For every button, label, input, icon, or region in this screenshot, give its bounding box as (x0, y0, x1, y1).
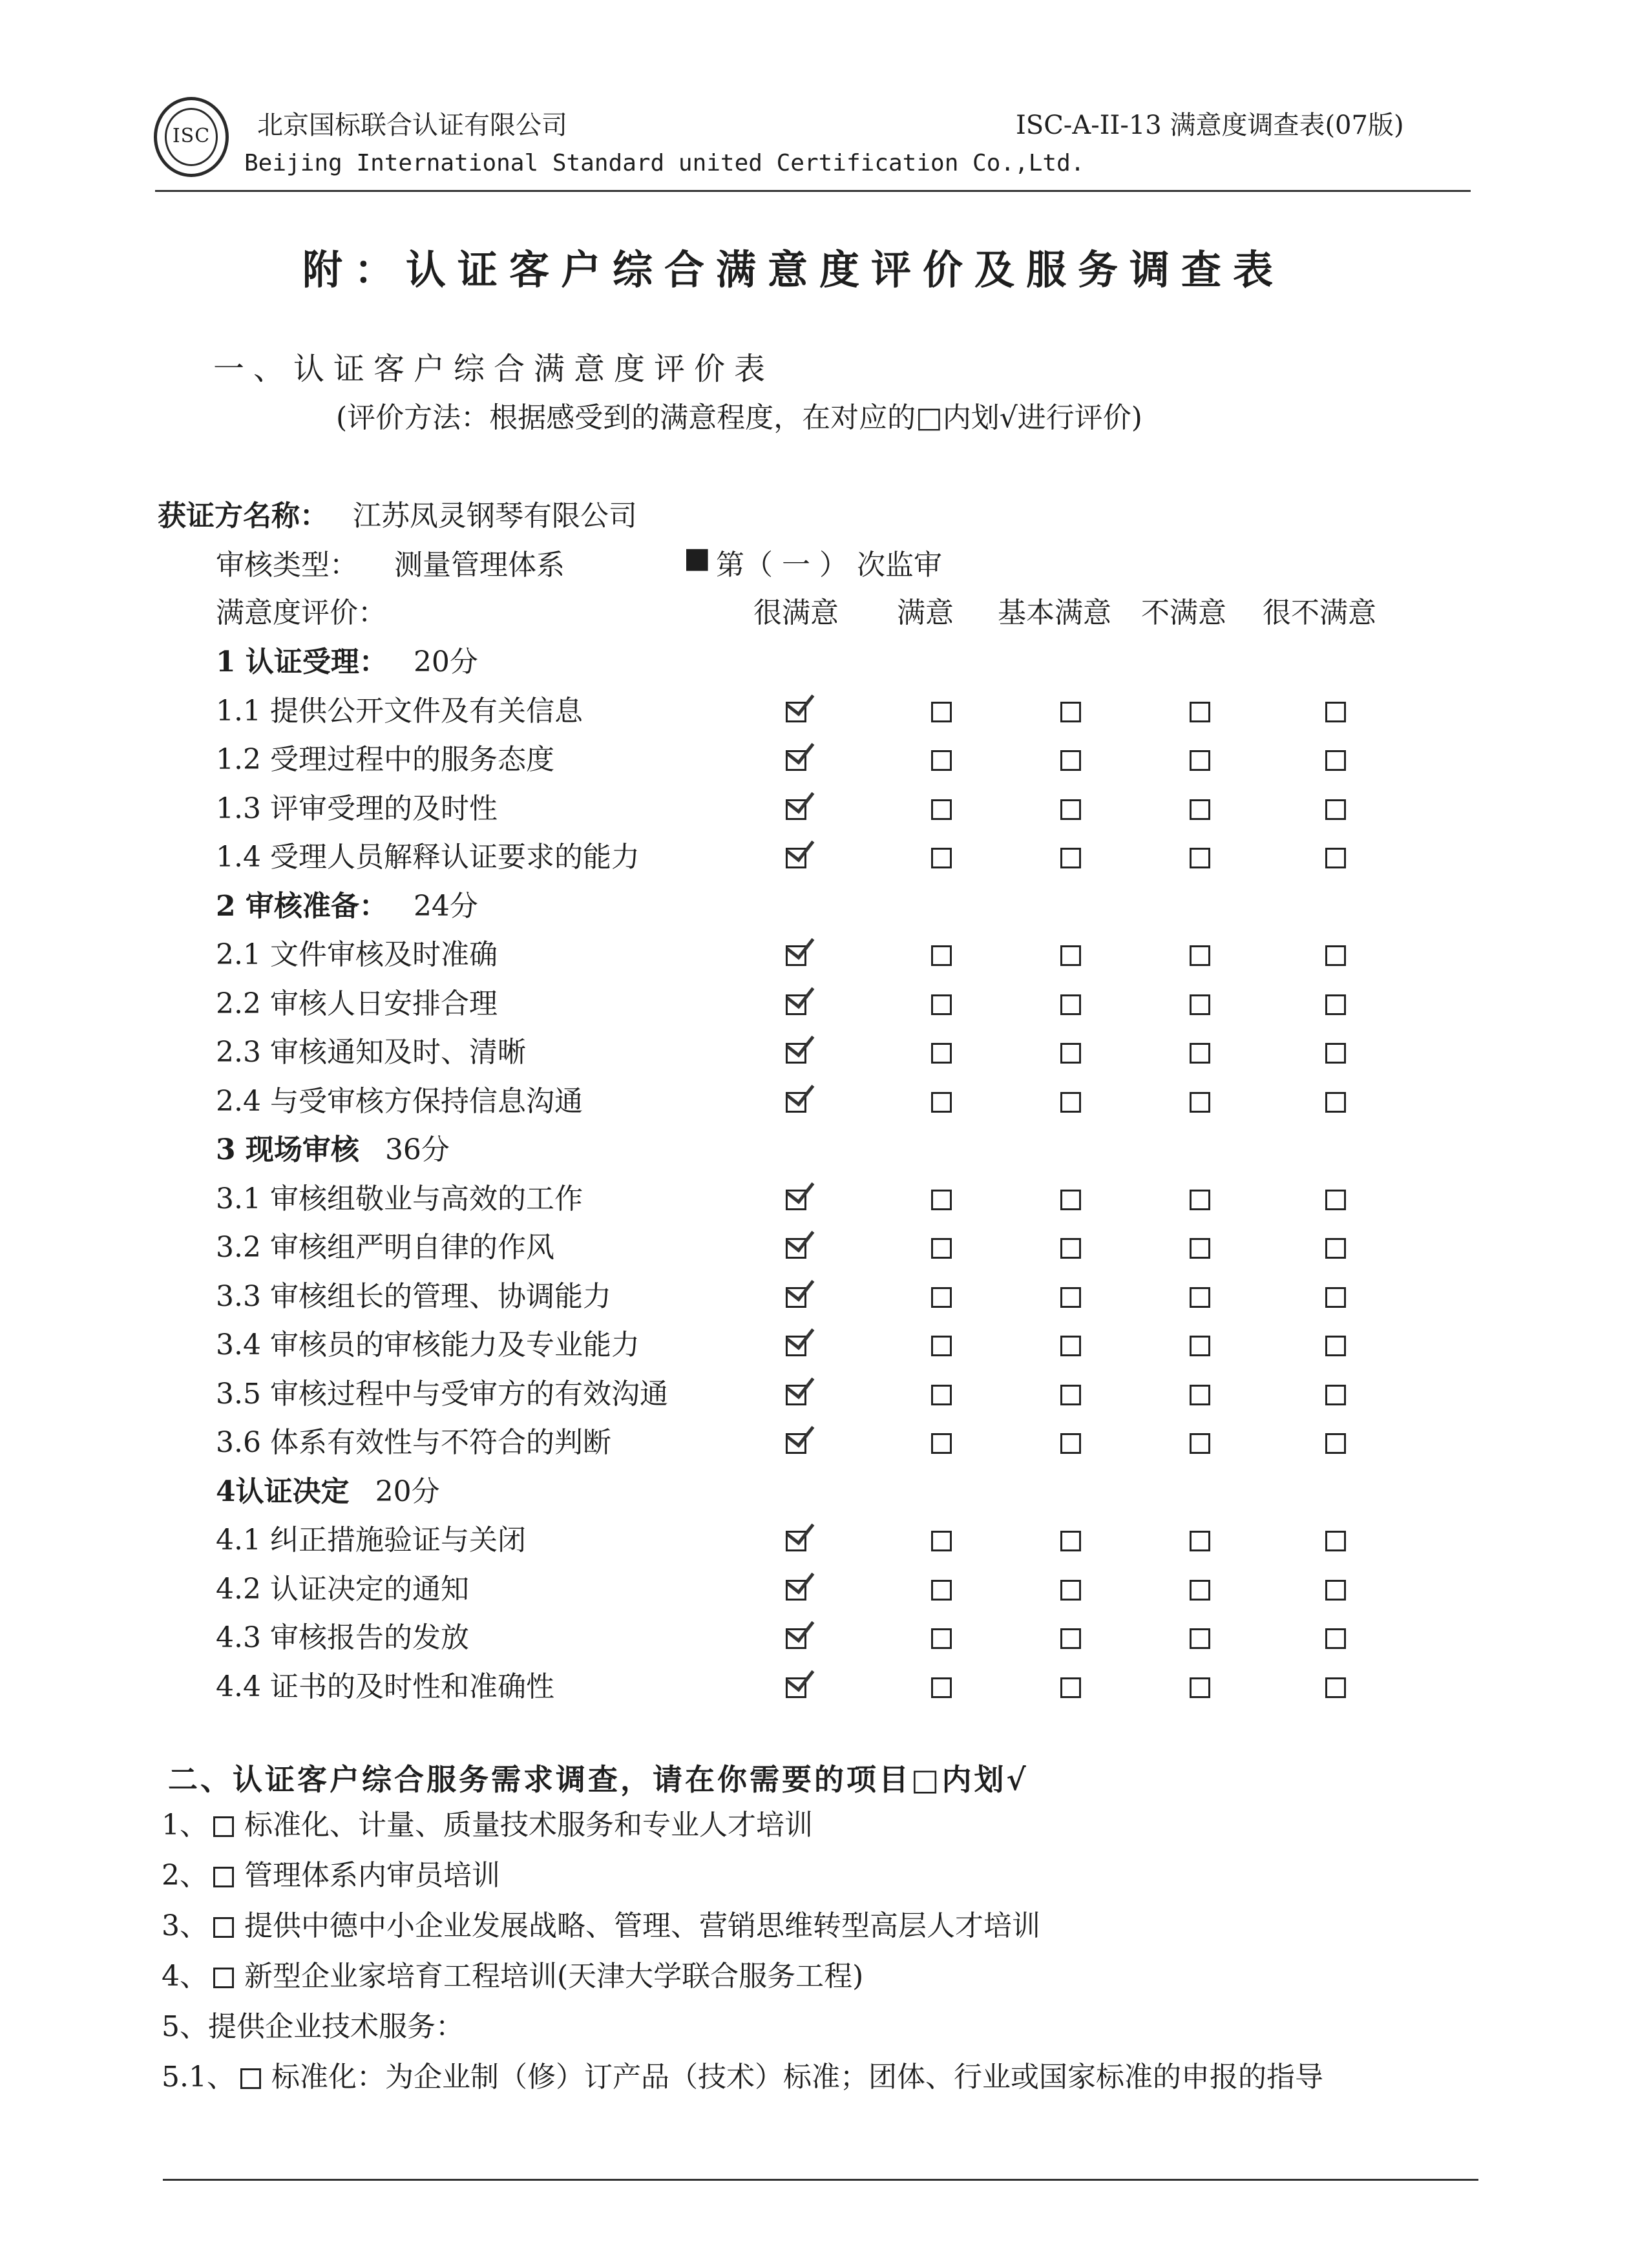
rating-checkbox[interactable] (1325, 799, 1346, 820)
rating-item-label: 1.4 受理人员解释认证要求的能力 (216, 841, 640, 874)
rating-checkbox[interactable] (1325, 1287, 1346, 1308)
rating-checkbox[interactable] (1060, 799, 1081, 820)
service-item-number: 5.1、 (162, 2061, 235, 2094)
category-title: 3 现场审核 (216, 1133, 359, 1166)
rating-checkbox[interactable] (1325, 848, 1346, 868)
category-heading (216, 883, 478, 924)
rating-checkbox[interactable] (1190, 1628, 1210, 1649)
isc-logo (154, 97, 229, 177)
rating-checkbox[interactable] (1060, 1092, 1081, 1113)
rating-checkbox[interactable] (1060, 1677, 1081, 1698)
rating-checkbox[interactable] (931, 1677, 952, 1698)
rating-checkbox[interactable] (1060, 848, 1081, 868)
rating-checkbox[interactable] (1190, 1190, 1210, 1210)
rating-checkbox[interactable] (1190, 1238, 1210, 1259)
rating-checkbox[interactable] (931, 1287, 952, 1308)
service-item-text: 提供企业技术服务： (208, 2010, 464, 2043)
rating-checkbox[interactable] (1190, 1385, 1210, 1405)
rating-item-label: 4.1 纠正措施验证与关闭 (216, 1524, 526, 1557)
rating-item-label: 2.3 审核通知及时、清晰 (216, 1036, 526, 1069)
rating-checkbox[interactable] (931, 1385, 952, 1405)
service-checkbox[interactable] (213, 1917, 234, 1938)
rating-checkbox[interactable] (1060, 1628, 1081, 1649)
logo-text: ISC (172, 125, 211, 147)
rating-checkbox[interactable] (1190, 750, 1210, 771)
service-item (162, 2003, 464, 2044)
rating-checkbox[interactable] (1325, 1238, 1346, 1259)
rating-item-label: 3.1 审核组敬业与高效的工作 (216, 1182, 583, 1215)
rating-checkbox[interactable] (931, 1336, 952, 1356)
audit-type-label: 审核类型： (216, 549, 358, 582)
rating-checkbox[interactable] (1190, 1531, 1210, 1551)
service-item-text: 标准化：为企业制（修）订产品（技术）标准；团体、行业或国家标准的申报的指导 (271, 2061, 1323, 2094)
rating-checkbox[interactable] (1325, 1580, 1346, 1601)
rating-header-very-dissatisfied: 很不满意 (1263, 596, 1376, 629)
company-value: 江苏凤灵钢琴有限公司 (353, 499, 637, 532)
rating-checkbox[interactable] (1060, 702, 1081, 722)
rating-item-label: 2.2 审核人日安排合理 (216, 987, 498, 1020)
rating-checkbox[interactable] (931, 1043, 952, 1064)
rating-checkbox[interactable] (1325, 1628, 1346, 1649)
rating-checkbox[interactable] (1060, 1287, 1081, 1308)
rating-checkbox[interactable] (1325, 1336, 1346, 1356)
rating-checkbox[interactable] (1190, 1043, 1210, 1064)
rating-checkbox[interactable] (931, 1433, 952, 1454)
rating-checkbox[interactable] (931, 994, 952, 1015)
service-item-number: 1、 (162, 1809, 208, 1842)
rating-checkbox[interactable] (931, 750, 952, 771)
rating-checkbox[interactable] (1060, 1385, 1081, 1405)
category-points: 24分 (413, 889, 478, 923)
rating-checkbox[interactable] (1190, 848, 1210, 868)
category-title: 4认证决定 (216, 1475, 350, 1508)
rating-checkbox[interactable] (1190, 1287, 1210, 1308)
rating-checkbox[interactable] (1060, 945, 1081, 966)
category-heading (216, 1468, 440, 1509)
rating-checkbox[interactable] (1325, 945, 1346, 966)
rating-checkbox[interactable] (931, 1531, 952, 1551)
service-checkbox[interactable] (240, 2068, 261, 2089)
rating-checkbox[interactable] (1325, 1385, 1346, 1405)
company-label: 获证方名称： (158, 499, 328, 532)
rating-checkbox[interactable] (931, 1190, 952, 1210)
rating-checkbox[interactable] (1190, 1433, 1210, 1454)
rating-checkbox[interactable] (931, 1628, 952, 1649)
rating-item-label: 2.1 文件审核及时准确 (216, 938, 498, 971)
rating-checkbox[interactable] (1190, 1677, 1210, 1698)
rating-checkbox[interactable] (931, 1238, 952, 1259)
service-item-number: 5、 (162, 2010, 208, 2043)
rating-checkbox[interactable] (931, 1580, 952, 1601)
rating-item-label: 4.4 证书的及时性和准确性 (216, 1670, 554, 1703)
rating-checkbox[interactable] (1190, 1336, 1210, 1356)
rating-checkbox[interactable] (1190, 945, 1210, 966)
rating-checkbox[interactable] (931, 945, 952, 966)
category-heading (216, 638, 478, 680)
rating-item-label: 1.1 提供公开文件及有关信息 (216, 694, 583, 728)
service-checkbox[interactable] (213, 1816, 234, 1837)
service-item-text: 新型企业家培育工程培训(天津大学联合服务工程) (244, 1960, 864, 1993)
evaluation-method: (评价方法：根据感受到的满意程度，在对应的□内划√进行评价) (336, 401, 1142, 434)
rating-checkbox[interactable] (931, 799, 952, 820)
rating-checkbox[interactable] (931, 848, 952, 868)
service-item (162, 1852, 500, 1893)
rating-checkbox[interactable] (1325, 1043, 1346, 1064)
service-checkbox[interactable] (213, 1867, 234, 1887)
rating-item-label: 2.4 与受审核方保持信息沟通 (216, 1084, 583, 1118)
rating-checkbox[interactable] (1060, 1580, 1081, 1601)
header-divider (155, 190, 1471, 192)
audit-round: 第（ 一 ） 次监审 (716, 549, 942, 582)
rating-item-label: 3.5 审核过程中与受审方的有效沟通 (216, 1377, 668, 1411)
audit-type-marker: ■ (684, 541, 711, 574)
service-item (162, 1801, 813, 1843)
rating-checkbox[interactable] (1325, 994, 1346, 1015)
rating-checkbox[interactable] (1060, 994, 1081, 1015)
rating-checkbox[interactable] (931, 702, 952, 722)
rating-item-label: 3.6 体系有效性与不符合的判断 (216, 1426, 611, 1459)
rating-checkbox[interactable] (1060, 750, 1081, 771)
rating-checkbox[interactable] (1060, 1336, 1081, 1356)
rating-checkbox[interactable] (1190, 1092, 1210, 1113)
satisfaction-label: 满意度评价： (216, 596, 386, 629)
category-title: 1 认证受理： (216, 646, 388, 678)
rating-header-satisfied: 满意 (897, 596, 954, 629)
service-item-number: 3、 (162, 1909, 208, 1942)
rating-header-dissatisfied: 不满意 (1141, 596, 1226, 629)
document-number: ISC-A-II-13 满意度调查表(07版) (1016, 110, 1404, 140)
rating-checkbox[interactable] (1190, 994, 1210, 1015)
service-checkbox[interactable] (213, 1968, 234, 1988)
audit-type-value: 测量管理体系 (394, 549, 565, 582)
rating-checkbox[interactable] (1325, 750, 1346, 771)
service-item-number: 2、 (162, 1859, 208, 1892)
service-item (162, 1953, 863, 1994)
rating-checkbox[interactable] (1190, 702, 1210, 722)
rating-item-label: 1.2 受理过程中的服务态度 (216, 743, 554, 776)
rating-checkbox[interactable] (1325, 1190, 1346, 1210)
category-points: 20分 (413, 646, 478, 678)
rating-checkbox[interactable] (1325, 1092, 1346, 1113)
service-item-text: 提供中德中小企业发展战略、管理、营销思维转型高层人才培训 (244, 1909, 1040, 1942)
service-item (162, 2053, 1323, 2095)
category-points: 36分 (384, 1133, 450, 1166)
rating-checkbox[interactable] (1325, 702, 1346, 722)
footer-divider (163, 2179, 1478, 2181)
service-item-number: 4、 (162, 1960, 208, 1993)
rating-checkbox[interactable] (1060, 1433, 1081, 1454)
rating-item-label: 4.2 认证决定的通知 (216, 1572, 469, 1606)
rating-checkbox[interactable] (1060, 1043, 1081, 1064)
rating-checkbox[interactable] (1060, 1531, 1081, 1551)
rating-checkbox[interactable] (1325, 1677, 1346, 1698)
company-name-en: Beijing International Standard united Certification Co.,Ltd. (244, 150, 1085, 176)
rating-checkbox[interactable] (1060, 1190, 1081, 1210)
company-name-cn: 北京国标联合认证有限公司 (257, 110, 567, 140)
page-title: 附：认证客户综合满意度评价及服务调查表 (302, 246, 1285, 293)
service-item (162, 1902, 1040, 1944)
rating-item-label: 3.3 审核组长的管理、协调能力 (216, 1279, 611, 1313)
rating-item-label: 4.3 审核报告的发放 (216, 1621, 469, 1654)
rating-checkbox[interactable] (1190, 1580, 1210, 1601)
category-heading (216, 1126, 450, 1168)
section1-heading: 一、认证客户综合满意度评价表 (213, 351, 775, 387)
category-points: 20分 (375, 1475, 440, 1508)
rating-checkbox[interactable] (1325, 1433, 1346, 1454)
rating-item-label: 3.4 审核员的审核能力及专业能力 (216, 1328, 640, 1361)
category-title: 2 审核准备： (216, 889, 388, 923)
rating-item-label: 3.2 审核组严明自律的作风 (216, 1231, 554, 1264)
rating-item-label: 1.3 评审受理的及时性 (216, 792, 498, 825)
service-item-text: 标准化、计量、质量技术服务和专业人才培训 (244, 1809, 813, 1842)
rating-checkbox[interactable] (1060, 1238, 1081, 1259)
rating-checkbox[interactable] (931, 1092, 952, 1113)
service-item-text: 管理体系内审员培训 (244, 1859, 500, 1892)
rating-checkbox[interactable] (1325, 1531, 1346, 1551)
rating-checkbox[interactable] (1190, 799, 1210, 820)
rating-header-basically-satisfied: 基本满意 (998, 596, 1111, 629)
rating-header-very-satisfied: 很满意 (753, 596, 839, 629)
section2-heading: 二、认证客户综合服务需求调查，请在你需要的项目□内划√ (168, 1762, 1029, 1797)
